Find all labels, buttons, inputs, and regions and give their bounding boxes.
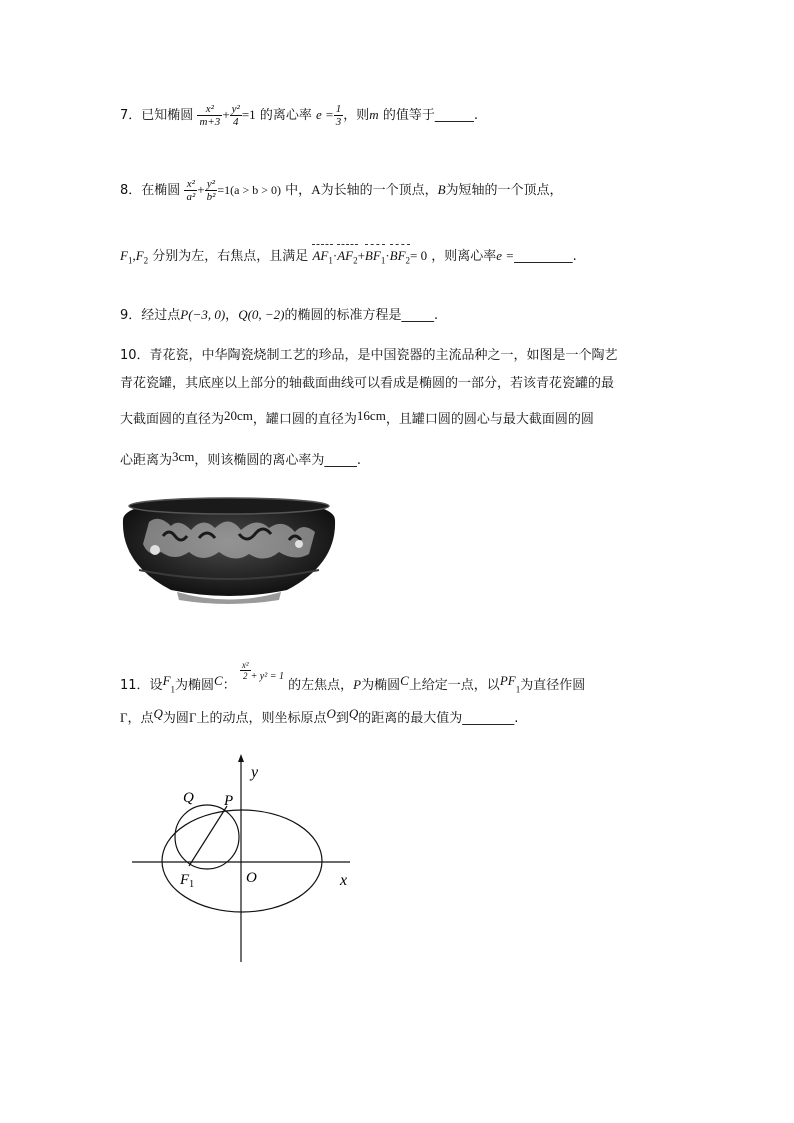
- fraction: $\frac{\text{x²}}{2}$: [241, 660, 249, 681]
- question-8-line-2: $F_1,F_2$ 分别为左，右焦点，且满足 $AF_1\cdot AF_2+BF_1\cdot BF_2= 0$ ，则离心率e =_________.: [120, 246, 577, 271]
- point-f1-label: $F_1$: [180, 872, 195, 890]
- y-label: y: [251, 764, 259, 781]
- question-10-line-3: 大截面圆的直径为20cm，罐口圆的直径为16cm，且罐口圆的圆心与最大截面圆的圆: [120, 408, 594, 427]
- fraction: $\frac{\text{y²}}{\text{b²}}$: [206, 178, 216, 203]
- porcelain-jar-image: [119, 492, 339, 607]
- vector-af1: $AF_1$: [312, 246, 332, 271]
- vector-bf1: $BF_1$: [365, 246, 385, 271]
- y-axis-arrow: [238, 754, 244, 762]
- question-8: 8．在椭圆 $\frac{\text{x²}}{\text{a²}}$ + $\frac{\text{y²}}{\text{b²}}$ =1(a > b > 0) 中，A为长轴的一个顶点，B为短轴的一个顶点，: [120, 178, 563, 203]
- fraction: $\frac{\text{x²}}{\text{a²}}$: [186, 178, 196, 203]
- ellipse-diagram: [128, 752, 358, 967]
- vector-bf2: $BF_2$: [390, 246, 410, 271]
- question-11-line-2: Γ，点Q为圆Γ上的动点，则坐标原点O到Q的距离的最大值为________.: [120, 706, 519, 726]
- origin-label: O: [246, 870, 257, 886]
- x-label: x: [340, 872, 348, 889]
- question-7: 7．已知椭圆 $\frac{\text{x²}}{m+3}$ + $\frac{\text{y²}}{4}$ =1 的离心率 e = $\frac{1}{3}$ ，则m 的值等于______.: [120, 103, 478, 128]
- question-9: 9．经过点P(−3, 0)，Q(0, −2)的椭圆的标准方程是_____.: [120, 307, 439, 323]
- fraction: $\frac{1}{3}$: [335, 103, 342, 128]
- question-10-line-2: 青花瓷罐，其底座以上部分的轴截面曲线可以看成是椭圆的一部分，若该青花瓷罐的最: [120, 376, 615, 391]
- vector-af2: $AF_2$: [337, 246, 357, 271]
- question-10-line-1: 10．青花瓷，中华陶瓷烧制工艺的珍品，是中国瓷器的主流品种之一，如图是一个陶艺: [120, 348, 618, 363]
- point-p-label: P: [224, 793, 234, 809]
- fraction: $\frac{\text{y²}}{4}$: [231, 103, 240, 128]
- fraction: $\frac{\text{x²}}{m+3}$: [199, 103, 221, 128]
- point-q-label: Q: [183, 790, 194, 806]
- question-10-line-4: 心距离为3cm，则该椭圆的离心率为_____.: [120, 449, 362, 468]
- question-11: 11．设$F_1$为椭圆C： $\frac{\text{x²}}{2}$ $^{+ y^2 = 1}$ 的左焦点，P为椭圆C上给定一点，以$PF_1$为直径作圆: [120, 660, 586, 695]
